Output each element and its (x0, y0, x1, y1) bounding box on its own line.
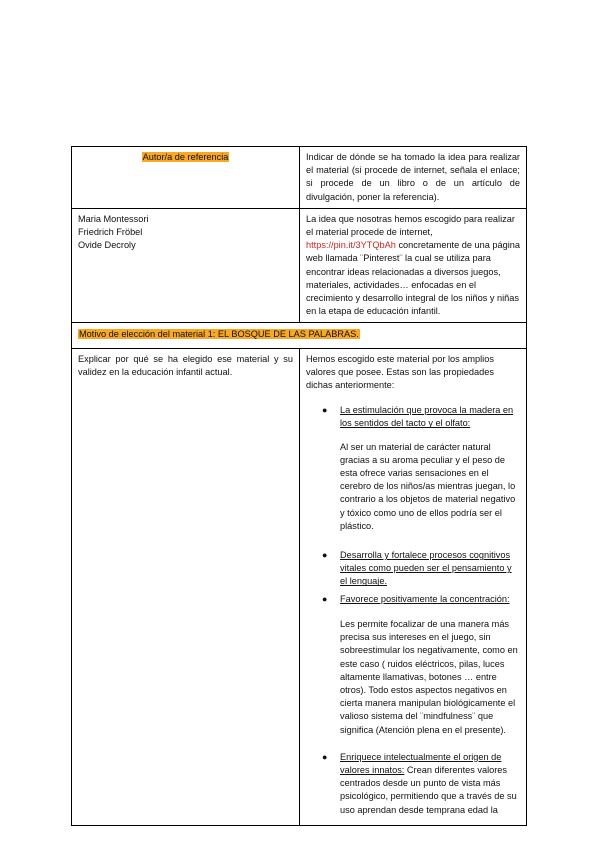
author-name: Ovide Decroly (78, 240, 136, 251)
bullet-icon: ● (322, 550, 328, 561)
property-body: Al ser un material de carácter natural gracias a su aroma peculiar y el peso de esta ofrece varias sensaciones en el cerebro de los niños/as mientras juegan, lo contrario a los objetos de material negativo y tóxico como uno de ellos podría ser el plástico. (340, 441, 516, 531)
table-row (72, 348, 527, 825)
authors-cell (72, 208, 300, 323)
answer-cell (300, 348, 527, 825)
property-rest: Crean diferentes valores centrados desde un punto de vista más psicológico, permitiendo que a través de su uso aprendan desde temprana edad la (340, 764, 517, 815)
author-label-cell (72, 147, 300, 209)
list-item (322, 751, 520, 817)
bullet-icon: ● (322, 405, 328, 416)
motive-header-cell (72, 323, 527, 348)
author-name: Friedrich Fröbel (78, 227, 143, 238)
properties-list (306, 404, 520, 816)
property-body: Les permite focalizar de una manera más precisa sus intereses en el juego, sin sobreestimular los negativamente, como en este caso ( ruidos eléctricos, pilas, luces altamente llamativas, botones … entre otros). Todo estos aspectos negativos en cierta manera manipulan biológicamente el valioso sistema del ¨mindfulness¨ que significa (Atención plena en el presente). (340, 618, 518, 735)
material-table (71, 146, 527, 826)
source-instructions: Indicar de dónde se ha tomado la idea para realizar el material (si procede de internet, señala el enlace; si procede de un libro o de un artículo de divulgación, poner la referencia). (306, 152, 520, 202)
list-item (322, 549, 520, 589)
question-cell (72, 348, 300, 825)
source-text-before: La idea que nosotras hemos escogido para realizar el material procede de internet, (306, 213, 515, 238)
bullet-icon: ● (322, 593, 328, 604)
list-item (322, 593, 520, 737)
table-row (72, 208, 527, 323)
table-row (72, 323, 527, 348)
author-label: Autor/a de referencia (142, 152, 229, 162)
property-title: Favorece positivamente la concentración: (340, 593, 510, 604)
source-instructions-cell (300, 147, 527, 209)
bullet-icon: ● (322, 751, 328, 762)
author-name: Maria Montessori (78, 213, 149, 224)
property-title: Enriquece intelectualmente el origen de valores innatos: (340, 751, 502, 775)
source-cell (300, 208, 527, 323)
property-title: Desarrolla y fortalece procesos cognitivos vitales como pueden ser el pensamiento y el lenguaje. (340, 550, 512, 587)
motive-header: Motivo de elección del material 1: EL BOSQUE DE LAS PALABRAS. (79, 329, 359, 340)
source-text-after: concretamente de una página web llamada ¨Pinterest¨ la cual se utiliza para encontrar ideas relacionadas a diversos juegos, materiales, actividades… enfocadas en el crecimiento y desarrollo integral de los niños y niñas en la etapa de educación infantil. (306, 240, 521, 317)
table-row (72, 147, 527, 209)
answer-intro: Hemos escogido este material por los amplios valores que posee. Estas son las propiedades dichas anteriormente: (306, 353, 494, 391)
pinterest-link[interactable]: https://pin.it/3YTQbAh (306, 240, 396, 251)
property-title: La estimulación que provoca la madera en los sentidos del tacto y el olfato: (340, 405, 514, 429)
list-item (322, 404, 520, 533)
question-text: Explicar por qué se ha elegido ese material y su validez en la educación infantil actual. (78, 353, 293, 377)
